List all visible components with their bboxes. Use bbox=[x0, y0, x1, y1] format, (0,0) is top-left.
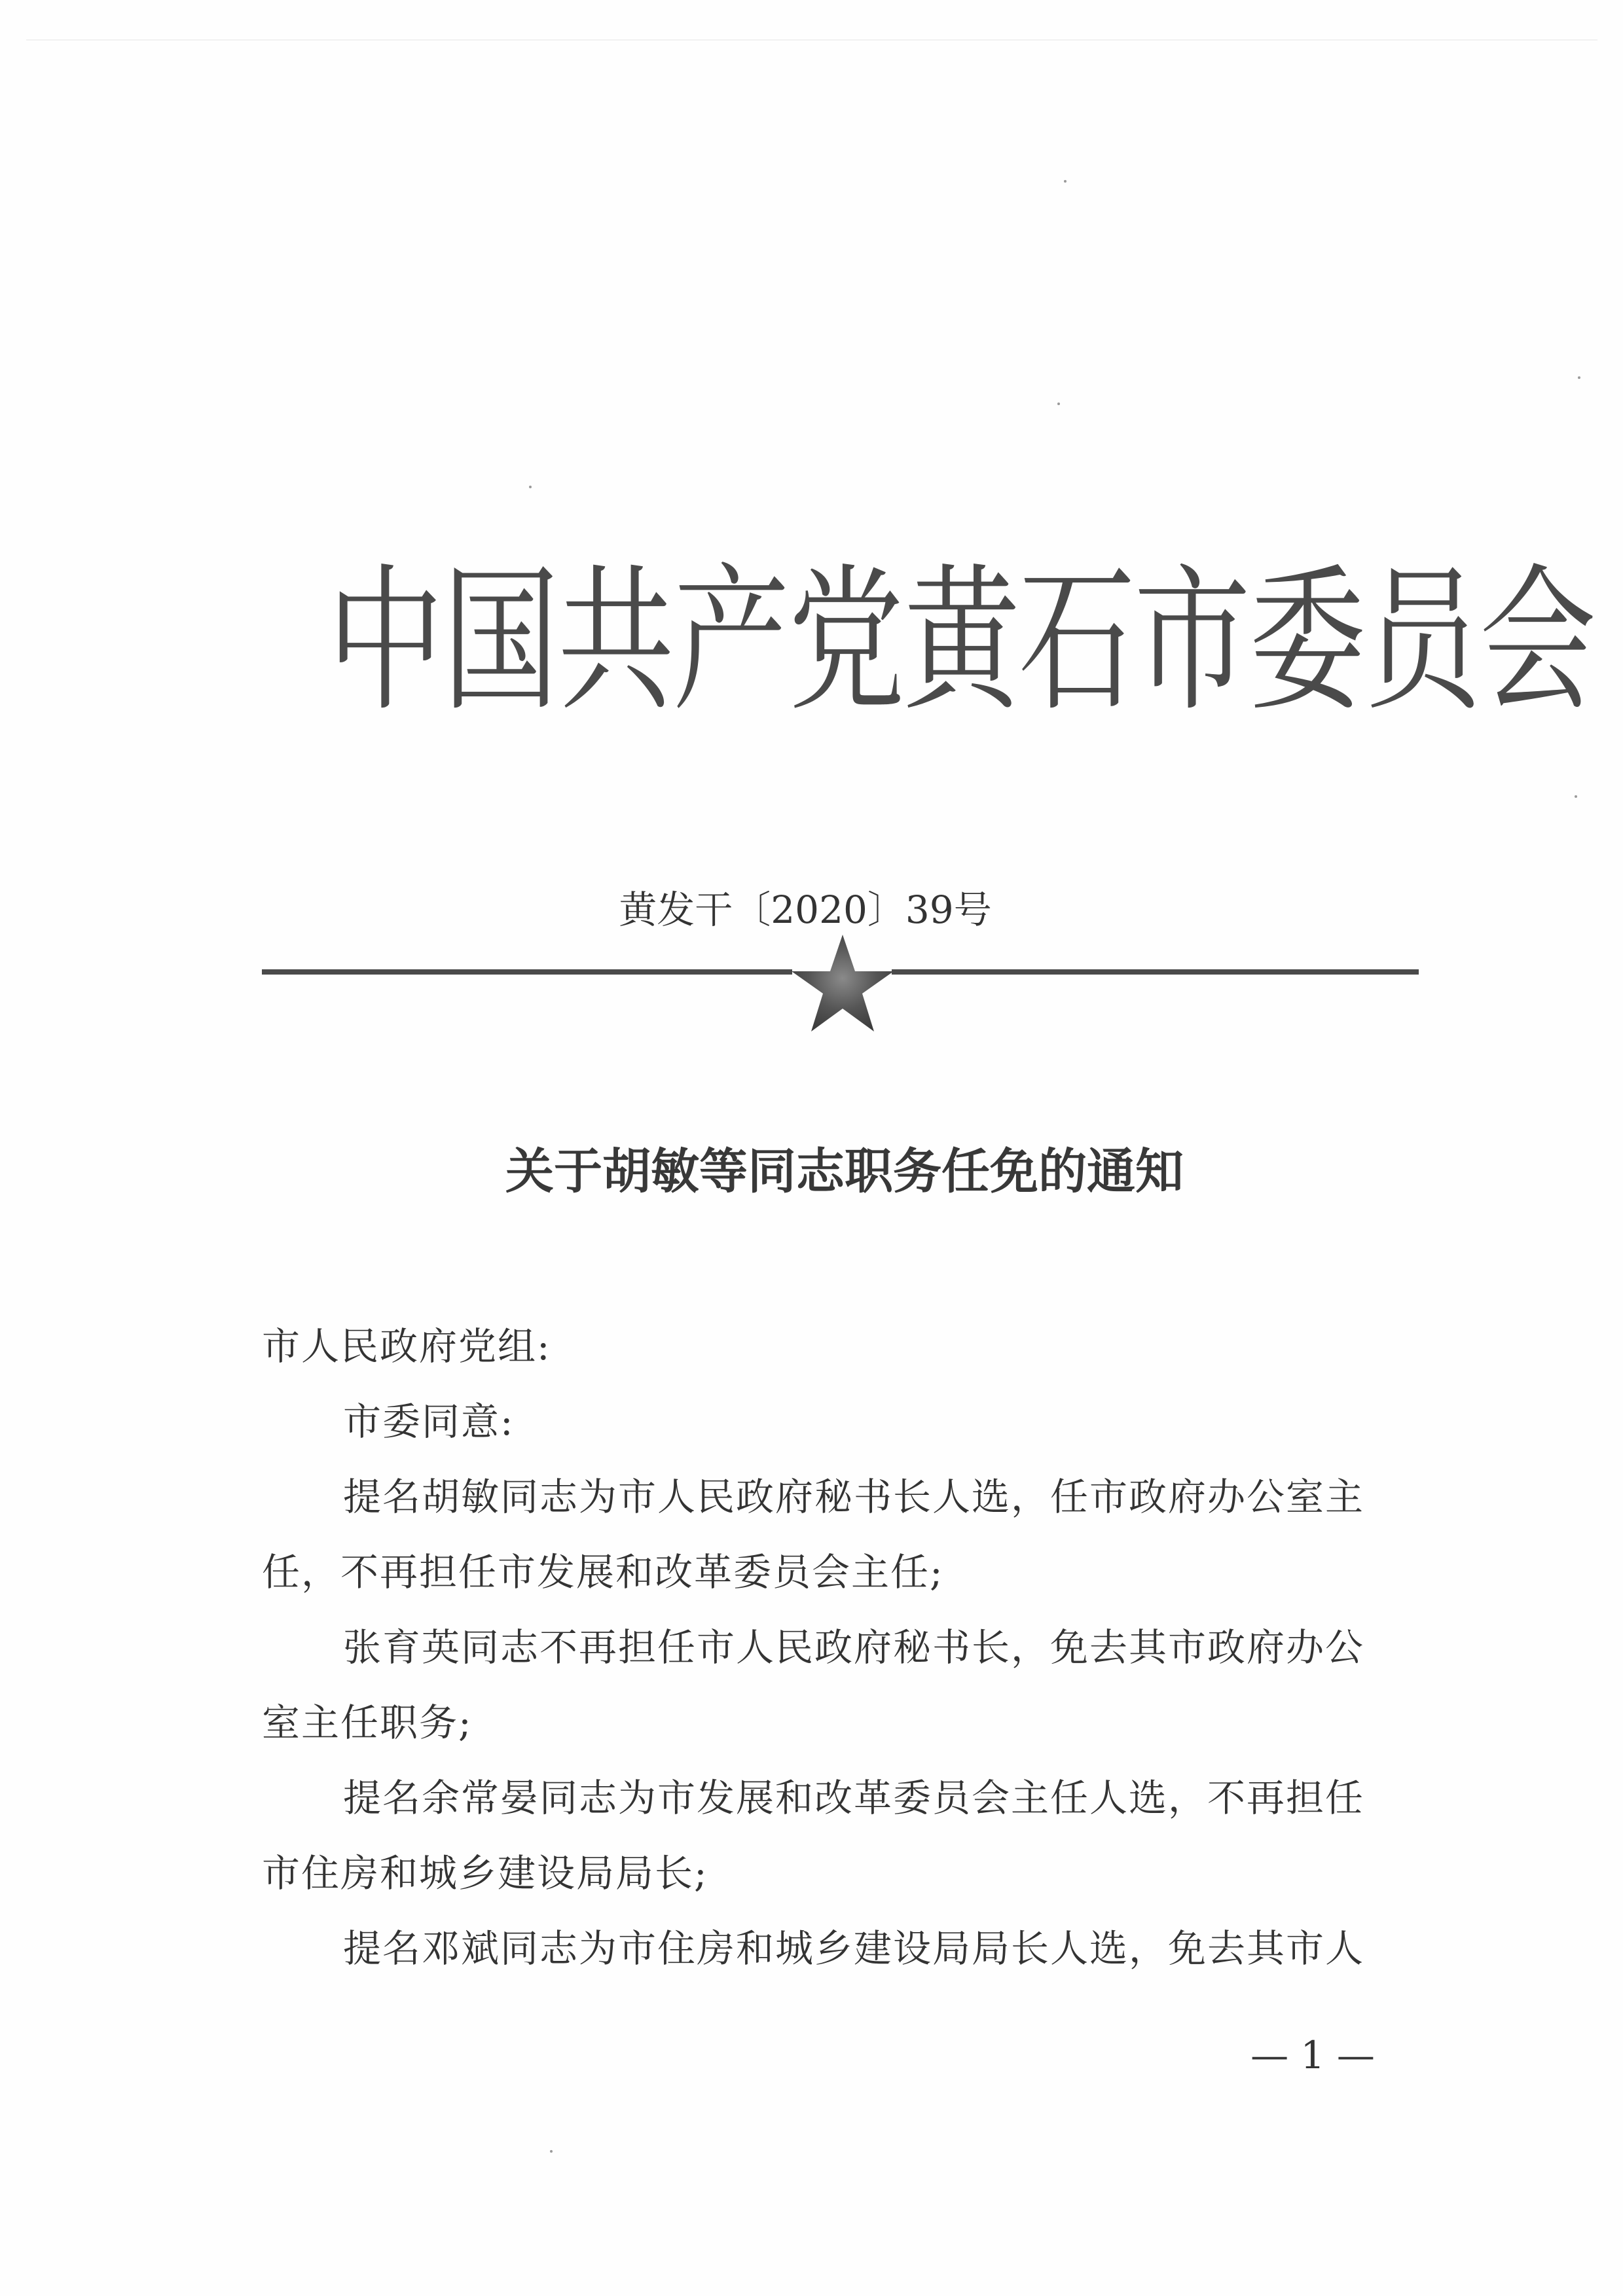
body-line: 任，不再担任市发展和改革委员会主任; bbox=[262, 1550, 944, 1594]
issuer-title: 中国共产党黄石市委员会 bbox=[327, 549, 1595, 733]
document-number: 黄发干〔2020〕39号 bbox=[619, 888, 992, 932]
recipient-line: 市人民政府党组: bbox=[262, 1324, 551, 1369]
body-line: 张育英同志不再担任市人民政府秘书长，免去其市政府办公 bbox=[343, 1625, 1365, 1670]
scan-speck bbox=[1575, 795, 1577, 798]
document-body bbox=[262, 1309, 1427, 1986]
body-line: 室主任职务; bbox=[262, 1700, 473, 1745]
body-line: 提名余常晏同志为市发展和改革委员会主任人选，不再担任 bbox=[343, 1776, 1365, 1820]
body-line: 市住房和城乡建设局局长; bbox=[262, 1851, 708, 1895]
page-number: — 1 — bbox=[1250, 2033, 1375, 2077]
scan-speck bbox=[1064, 180, 1067, 183]
scan-speck bbox=[1578, 376, 1580, 379]
scan-edge-line bbox=[26, 39, 1597, 41]
body-line: 市委同意: bbox=[343, 1399, 515, 1444]
body-line: 提名邓斌同志为市住房和城乡建设局局长人选，免去其市人 bbox=[343, 1926, 1365, 1971]
red-header-rule-right bbox=[892, 969, 1419, 975]
body-line: 提名胡敏同志为市人民政府秘书长人选，任市政府办公室主 bbox=[343, 1475, 1365, 1519]
scan-speck bbox=[1057, 403, 1060, 405]
red-header-rule-left bbox=[262, 969, 792, 975]
document-subject: 关于胡敏等同志职务任免的通知 bbox=[505, 1143, 1184, 1200]
scan-speck bbox=[550, 2150, 553, 2153]
star-icon bbox=[789, 932, 896, 1034]
scan-speck bbox=[529, 486, 532, 488]
